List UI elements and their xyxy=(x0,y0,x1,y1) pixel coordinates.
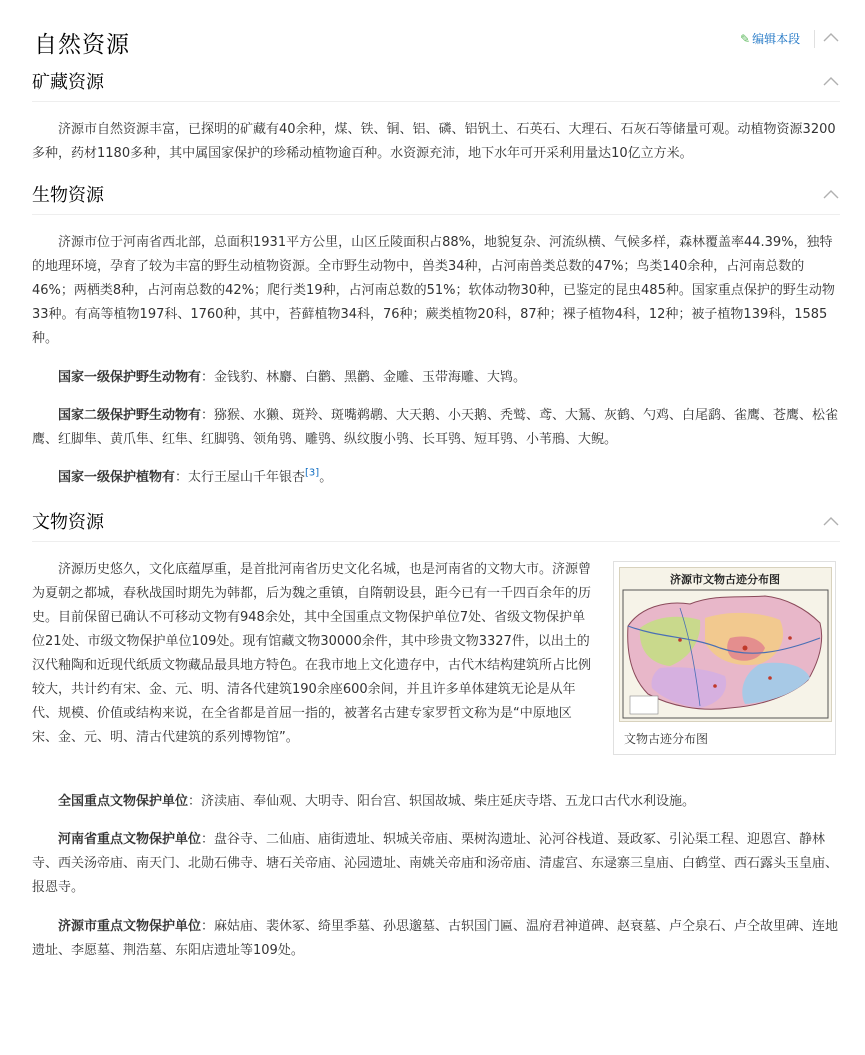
map-title: 济源市文物古迹分布图 xyxy=(670,573,780,586)
figure-caption: 文物古迹分布图 xyxy=(624,732,709,746)
edit-section-link[interactable] xyxy=(740,30,800,48)
paragraph: 济源市位于河南省西北部，总面积1931平方公里，山区丘陵面积占88%，地貌复杂、河流纵横、气候多样，森林覆盖率44.39%，独特的地理环境，孕育了较为丰富的野生动植物资源。全市野生动物中，兽类34种，占河南兽类总数的47%；鸟类140余种，占河南总数的46%；两栖类8种，占河南总数的42%；爬行类19种，占河南总数的51%；软体动物30种，已鉴定的昆虫485种。国家重点保护的野生动物33种。有高等植物197科、1760种，其中，苔藓植物34科，76种；蕨类植物20科，87种；裸子植物4科，12种；被子植物139科，1585种。 xyxy=(32,235,835,346)
header-divider xyxy=(814,30,815,48)
chevron-up-icon xyxy=(822,513,840,531)
paragraph xyxy=(32,828,840,900)
paragraph: 济源历史悠久，文化底蕴厚重，是首批河南省历史文化名城，也是河南省的文物大市。济源曾为夏朝之都城，春秋战国时期先为韩都，后为魏之重镇，自隋朝设县，距今已有一千四百余年的历史。目前保留已确认不可移动文物有948余处，其中全国重点文物保护单位7处、省级文物保护单位21处、市级文物保护单位109处。现有馆藏文物30000余件，其中珍贵文物3327件，以出土的汉代釉陶和近现代纸质文物藏品最具地方特色。在我市地上文化遗存中，古代木结构建筑所占比例较大，共计约有宋、金、元、明、清各代建筑190余座600余间，并且许多单体建筑无论是从年代、规模、价值或结构来说，在全省都是首屈一指的，被著名古建专家罗哲文称为是“中原地区宋、金、元、明、清古代建筑的系列博物馆”。 xyxy=(32,562,592,745)
bold-label: 国家一级保护野生动物有 xyxy=(58,370,202,385)
paragraph-text: ：盘谷寺、二仙庙、庙街遗址、轵城关帝庙、栗树沟遗址、沁河谷栈道、聂政冢、引沁渠工程、迎恩宫、静林寺、西关汤帝庙、南天门、北勋石佛寺、塘石关帝庙、沁园遗址、南姚关帝庙和汤帝庙、清虚宫、东逯寨三皇庙、白鹤堂、西石露头玉皇庙、报恩寺。 xyxy=(32,832,839,895)
paragraph xyxy=(32,404,840,452)
bold-label: 济源市重点文物保护单位 xyxy=(58,919,202,934)
paragraph-text: ：麻姑庙、裴休冢、绮里季墓、孙思邈墓、古轵国门匾、温府君神道碑、赵衰墓、卢仝泉石、卢仝故里碑、连地遗址、李愿墓、荆浩墓、东阳店遗址等109处。 xyxy=(32,919,839,958)
paragraph xyxy=(32,466,840,490)
bold-label: 全国重点文物保护单位 xyxy=(58,794,189,809)
collapse-section-button[interactable] xyxy=(822,186,840,204)
map-image[interactable] xyxy=(619,567,832,722)
paragraph-text: 。 xyxy=(319,470,333,485)
collapse-all-button[interactable] xyxy=(822,28,840,48)
pencil-icon: ✎ xyxy=(740,32,751,46)
page-title: 自然资源 xyxy=(34,32,130,58)
collapse-section-button[interactable] xyxy=(822,513,840,531)
bold-label: 国家一级保护植物有 xyxy=(58,470,176,485)
paragraph xyxy=(32,915,840,963)
chevron-up-icon xyxy=(822,186,840,204)
paragraph-text: ：济渎庙、奉仙观、大明寺、阳台宫、轵国故城、柴庄延庆寺塔、五龙口古代水利设施。 xyxy=(188,794,696,809)
bold-label: 河南省重点文物保护单位 xyxy=(58,832,202,847)
paragraph-text: ：金钱豹、林麝、白鹳、黑鹳、金雕、玉带海雕、大鸨。 xyxy=(201,370,527,385)
paragraph-text: ：太行王屋山千年银杏 xyxy=(175,470,306,485)
section-heading-relic xyxy=(32,511,840,542)
section-title: 文物资源 xyxy=(32,512,104,533)
section-title: 生物资源 xyxy=(32,185,104,206)
section-heading-bio xyxy=(32,184,840,215)
bold-label: 国家二级保护野生动物有 xyxy=(58,408,202,423)
chevron-up-icon xyxy=(822,73,840,91)
chevron-up-icon xyxy=(822,28,840,48)
section-heading-mineral xyxy=(32,71,840,102)
paragraph: 济源市自然资源丰富，已探明的矿藏有40余种，煤、铁、铜、铝、磷、铝钒土、石英石、大理石、石灰石等储量可观。动植物资源3200多种，药材1180多种，其中属国家保护的珍稀动植物逾百种。水资源充沛，地下水年可开采利用量达10亿立方米。 xyxy=(32,122,836,161)
collapse-section-button[interactable] xyxy=(822,73,840,91)
section-title: 矿藏资源 xyxy=(32,72,104,93)
paragraph-text: ：猕猴、水獭、斑羚、斑嘴鹈鹕、大天鹅、小天鹅、秃鹫、鸢、大鵟、灰鹤、勺鸡、白尾鹞、雀鹰、苍鹰、松雀鹰、红脚隼、黄爪隼、红隼、红脚鸮、领角鸮、雕鸮、纵纹腹小鸮、长耳鸮、短耳鸮、小苇鳽、大鲵。 xyxy=(32,408,839,447)
edit-section-label: 编辑本段 xyxy=(752,32,801,46)
paragraph xyxy=(32,790,840,814)
relic-distribution-map xyxy=(620,568,831,721)
paragraph xyxy=(32,366,840,390)
reference-link[interactable]: [3] xyxy=(305,467,320,479)
map-figure[interactable] xyxy=(613,561,836,755)
